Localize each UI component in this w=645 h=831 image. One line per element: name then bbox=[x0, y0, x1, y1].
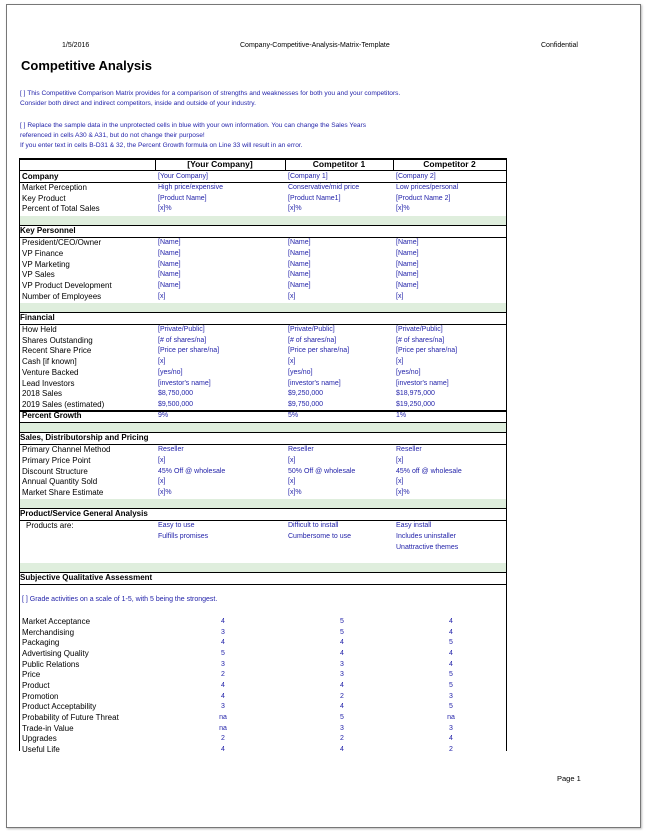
subjective-row-advertising-quality: Advertising Quality 5 4 4 bbox=[22, 648, 453, 658]
financial-row-venture-backed: Venture Backed [yes/no] [yes/no] [yes/no] bbox=[22, 367, 421, 377]
comparison-matrix bbox=[19, 158, 507, 754]
top-row-percent-of-total-sales: Percent of Total Sales [x]% [x]% [x]% bbox=[22, 204, 410, 213]
header-confidential: Confidential bbox=[541, 42, 578, 49]
personnel-row-number-of-employees: Number of Employees [x] [x] [x] bbox=[22, 292, 404, 301]
sales-row-annual-quantity-sold: Annual Quantity Sold [x] [x] [x] bbox=[22, 477, 404, 487]
financial-row-lead-investors: Lead Investors [investor's name] [investor's name] [investor's name] bbox=[22, 378, 449, 388]
percent-growth-row: Percent Growth 9% 5% 1% bbox=[22, 411, 407, 420]
financial-row-shares-outstanding: Shares Outstanding [# of shares/na] [# of shares/na] [# of shares/na] bbox=[22, 335, 445, 345]
intro-note-4: referenced in cells A30 & A31, but do not change their purpose! bbox=[20, 132, 205, 139]
subjective-row-packaging: Packaging 4 4 5 bbox=[22, 638, 453, 648]
column-header-competitor-1: Competitor 1 bbox=[312, 159, 366, 169]
subjective-row-market-acceptance: Market Acceptance 4 5 4 bbox=[22, 617, 453, 626]
subjective-row-useful-life: Useful Life 4 4 2 bbox=[22, 744, 453, 754]
section-key-personnel: Key Personnel bbox=[20, 226, 76, 235]
intro-note-3: [ ] Replace the sample data in the unprotected cells in blue with your own information. You can change the Sales Years bbox=[20, 122, 367, 129]
subjective-note: [ ] Grade activities on a scale of 1-5, with 5 being the strongest. bbox=[22, 596, 218, 603]
section-sales: Sales, Distributorship and Pricing bbox=[20, 433, 149, 442]
product-line-3: Unattractive themes bbox=[396, 544, 459, 551]
product-line-2: Fulfills promises Cumbersome to use Includes uninstaller bbox=[158, 533, 456, 540]
subjective-row-price: Price 2 3 5 bbox=[22, 670, 453, 680]
intro-note-2: Consider both direct and indirect competitors, inside and outside of your industry. bbox=[20, 100, 256, 107]
subjective-row-merchandising: Merchandising 3 5 4 bbox=[22, 627, 453, 637]
page-number: Page 1 bbox=[557, 774, 581, 783]
section-subjective: Subjective Qualitative Assessment bbox=[20, 573, 153, 582]
personnel-row-vp-sales: VP Sales [Name] [Name] [Name] bbox=[22, 270, 419, 280]
section-financial: Financial bbox=[20, 313, 55, 322]
intro-note-1: [ ] This Competitive Comparison Matrix provides for a comparison of strengths and weaknesses for both you and your competitors. bbox=[20, 90, 401, 97]
subjective-row-promotion: Promotion 4 2 3 bbox=[22, 691, 453, 701]
top-row-market-perception: Market Perception High price/expensive Conservative/mid price Low prices/personal bbox=[22, 183, 459, 192]
header-date: 1/5/2016 bbox=[62, 42, 90, 49]
financial-row-recent-share-price: Recent Share Price [Price per share/na] [Price per share/na] [Price per share/na] bbox=[22, 346, 458, 356]
subjective-row-public-relations: Public Relations 3 3 4 bbox=[22, 659, 453, 669]
page-title: Competitive Analysis bbox=[21, 58, 153, 73]
sales-row-primary-channel-method: Primary Channel Method Reseller Reseller Reseller bbox=[22, 445, 422, 454]
personnel-row-president-ceo-owner: President/CEO/Owner [Name] [Name] [Name] bbox=[22, 238, 419, 247]
column-header-your-company: [Your Company] bbox=[187, 159, 253, 169]
financial-row-how-held: How Held [Private/Public] [Private/Public] [Private/Public] bbox=[22, 325, 443, 334]
subjective-row-probability-of-future-threat: Probability of Future Threat na 5 na bbox=[22, 712, 455, 722]
column-header-competitor-2: Competitor 2 bbox=[423, 159, 476, 169]
subjective-row-upgrades: Upgrades 2 2 4 bbox=[22, 734, 453, 744]
financial-row-cash-if-known: Cash [if known] [x] [x] [x] bbox=[22, 357, 404, 367]
product-line-1: Products are: Easy to use Difficult to install Easy install bbox=[26, 521, 432, 530]
company-row: Company [Your Company] [Company 1] [Company 2] bbox=[22, 172, 436, 181]
section-product: Product/Service General Analysis bbox=[20, 509, 148, 518]
subjective-row-trade-in-value: Trade-in Value na 3 3 bbox=[22, 723, 453, 733]
personnel-row-vp-product-development: VP Product Development [Name] [Name] [Name] bbox=[22, 281, 419, 291]
financial-row-2018-sales: 2018 Sales $8,750,000 $9,250,000 $18,975,000 bbox=[22, 389, 435, 399]
sales-row-market-share-estimate: Market Share Estimate [x]% [x]% [x]% bbox=[22, 488, 410, 498]
personnel-row-vp-finance: VP Finance [Name] [Name] [Name] bbox=[22, 248, 419, 258]
personnel-row-vp-marketing: VP Marketing [Name] [Name] [Name] bbox=[22, 259, 419, 269]
sales-row-primary-price-point: Primary Price Point [x] [x] [x] bbox=[22, 455, 404, 465]
top-row-key-product: Key Product [Product Name] [Product Name1] [Product Name 2] bbox=[22, 193, 451, 203]
sales-row-discount-structure: Discount Structure 45% Off @ wholesale 50% Off @ wholesale 45% off @ wholesale bbox=[22, 466, 462, 476]
subjective-row-product: Product 4 4 5 bbox=[22, 680, 453, 690]
financial-row-2019-sales-estimated: 2019 Sales (estimated) $9,500,000 $9,750,000 $19,250,000 bbox=[22, 399, 435, 409]
intro-note-5: If you enter text in cells B-D31 & 32, the Percent Growth formula on Line 33 will result in an error. bbox=[20, 142, 303, 149]
header-filename: Company-Competitive-Analysis-Matrix-Template bbox=[240, 42, 390, 49]
subjective-row-product-acceptability: Product Acceptability 3 4 5 bbox=[22, 702, 453, 712]
